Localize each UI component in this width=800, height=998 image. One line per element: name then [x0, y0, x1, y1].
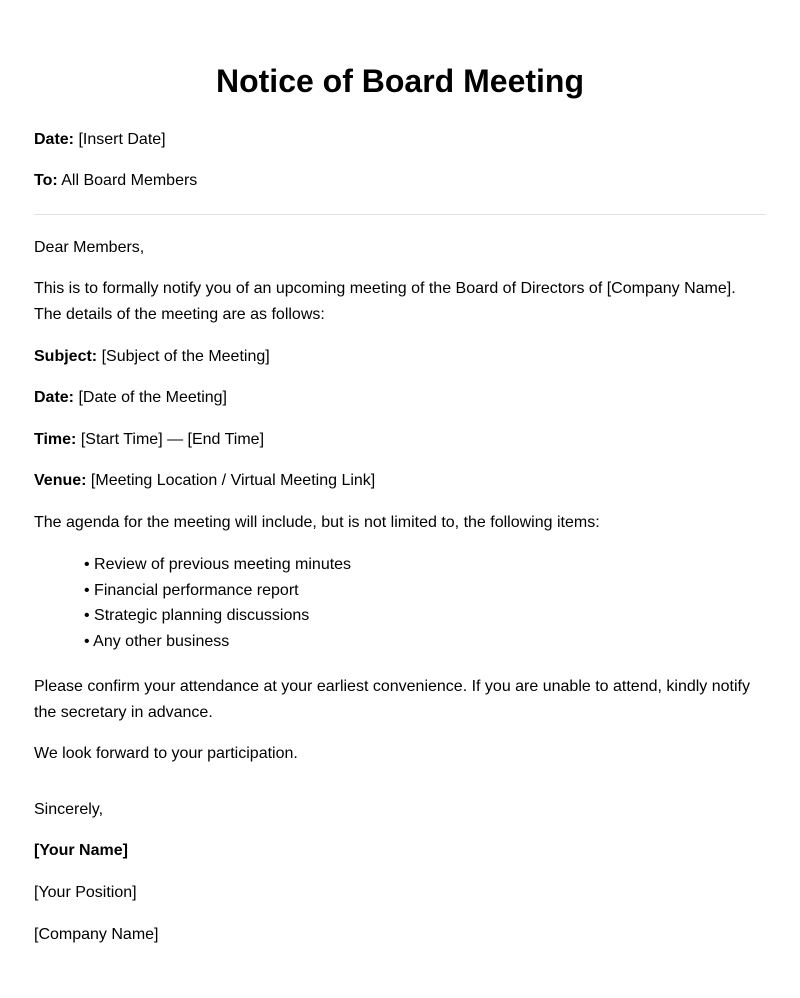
header-date [34, 127, 166, 153]
detail-time-value: [Start Time] — [End Time] [80, 431, 265, 448]
detail-subject [34, 344, 270, 370]
detail-date-label: Date: [34, 389, 75, 406]
closing-line: We look forward to your participation. [34, 745, 298, 762]
agenda-item: • Any other business [84, 632, 230, 650]
signature-name: [Your Name] [34, 842, 128, 859]
agenda-list [84, 552, 351, 654]
detail-venue [34, 468, 375, 494]
agenda-item: • Strategic planning discussions [84, 607, 310, 624]
header-to-label: To: [34, 172, 58, 189]
detail-subject-value: [Subject of the Meeting] [101, 348, 270, 365]
detail-venue-value: [Meeting Location / Virtual Meeting Link] [90, 472, 376, 489]
salutation: Dear Members, [34, 239, 145, 256]
detail-venue-label: Venue: [34, 472, 87, 489]
page-title: Notice of Board Meeting [215, 63, 584, 99]
detail-time-label: Time: [34, 431, 77, 448]
header-date-value: [Insert Date] [78, 131, 166, 148]
signoff: Sincerely, [34, 801, 104, 818]
agenda-item: • Financial performance report [84, 581, 299, 599]
agenda-intro: The agenda for the meeting will include, but is not limited to, the following items: [34, 514, 600, 531]
signature-company: [Company Name] [34, 926, 159, 943]
header-date-label: Date: [34, 131, 75, 148]
confirmation-paragraph: Please confirm your attendance at your earliest convenience. If you are unable to attend, kindly notify the secretary in advance. [34, 678, 750, 721]
detail-date-value: [Date of the Meeting] [78, 389, 227, 406]
header-divider [34, 214, 766, 215]
intro-paragraph: This is to formally notify you of an upcoming meeting of the Board of Directors of [Company Name]. The details of the meeting are as follows: [34, 280, 736, 323]
agenda-item: • Review of previous meeting minutes [84, 556, 352, 573]
header-to [34, 168, 197, 194]
signature-position: [Your Position] [34, 884, 137, 901]
header-to-value: All Board Members [61, 172, 198, 189]
detail-subject-label: Subject: [34, 348, 98, 365]
detail-date [34, 385, 227, 411]
detail-time [34, 427, 264, 453]
